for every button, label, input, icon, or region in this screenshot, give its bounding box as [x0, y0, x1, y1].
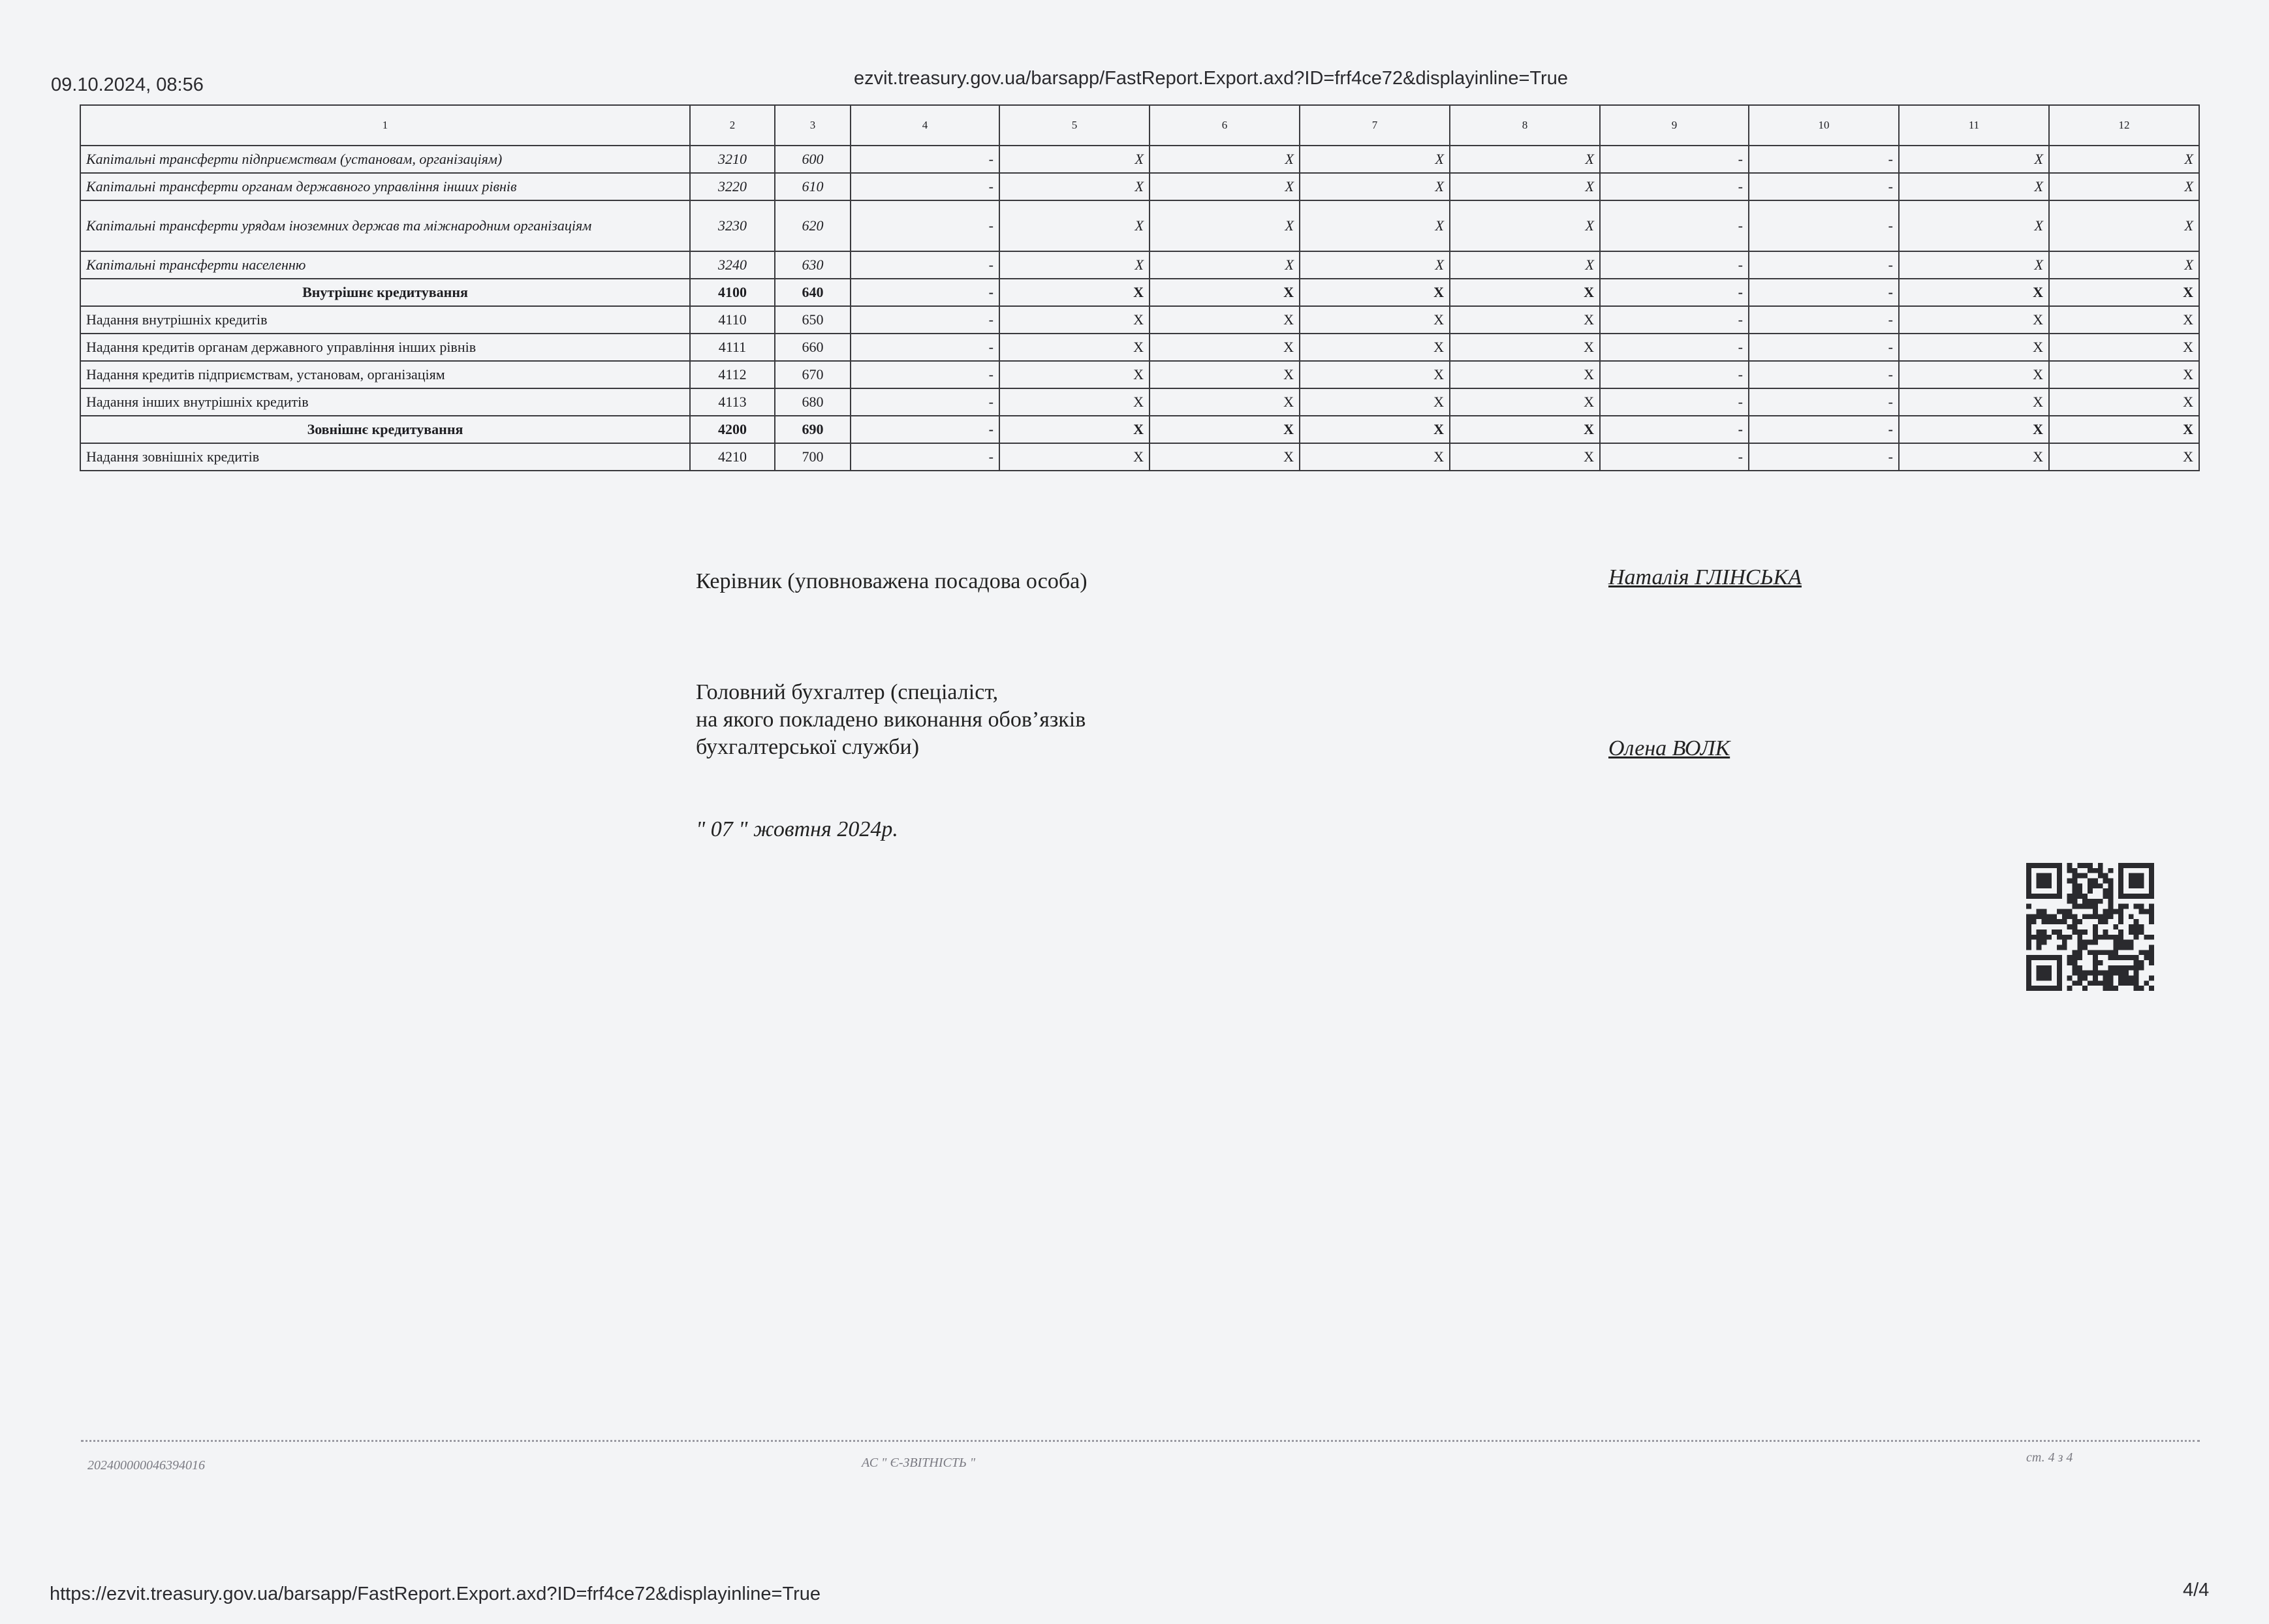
table-row	[80, 173, 2199, 200]
row-cell: X	[1300, 251, 1450, 279]
row-cell: X	[999, 279, 1150, 306]
row-code: 4111	[690, 334, 775, 361]
row-cell: X	[1150, 173, 1300, 200]
row-name: Надання зовнішніх кредитів	[80, 443, 690, 471]
column-number-8: 8	[1450, 105, 1600, 146]
table-row	[80, 443, 2199, 471]
column-number-7: 7	[1300, 105, 1450, 146]
row-cell: -	[1749, 200, 1899, 251]
print-url-header: ezvit.treasury.gov.ua/barsapp/FastReport.Export.axd?ID=frf4ce72&displayinline=True	[854, 68, 1568, 89]
row-cell: X	[1450, 443, 1600, 471]
row-line-code: 640	[775, 279, 851, 306]
row-cell: X	[999, 146, 1150, 173]
row-line-code: 700	[775, 443, 851, 471]
row-code: 4210	[690, 443, 775, 471]
row-cell: -	[851, 443, 999, 471]
row-cell: -	[851, 361, 999, 388]
row-name: Капітальні трансферти підприємствам (установам, організаціям)	[80, 146, 690, 173]
column-number-11: 11	[1899, 105, 2049, 146]
row-cell: X	[1450, 279, 1600, 306]
row-cell: X	[1150, 251, 1300, 279]
row-cell: X	[1899, 173, 2049, 200]
row-name: Капітальні трансферти органам державного управління інших рівнів	[80, 173, 690, 200]
table-row	[80, 306, 2199, 334]
row-line-code: 610	[775, 173, 851, 200]
row-cell: -	[851, 388, 999, 416]
row-cell: -	[1600, 443, 1749, 471]
table-row	[80, 361, 2199, 388]
row-cell: X	[999, 200, 1150, 251]
row-cell: X	[2049, 361, 2199, 388]
row-cell: X	[1300, 306, 1450, 334]
row-cell: X	[999, 306, 1150, 334]
table-row	[80, 146, 2199, 173]
row-cell: -	[1749, 173, 1899, 200]
row-cell: X	[1300, 443, 1450, 471]
print-page-number: 4/4	[2183, 1580, 2210, 1601]
table-row	[80, 334, 2199, 361]
row-line-code: 680	[775, 388, 851, 416]
row-cell: X	[1150, 279, 1300, 306]
row-cell: -	[1749, 146, 1899, 173]
row-cell: -	[1600, 173, 1749, 200]
row-cell: X	[1450, 416, 1600, 443]
row-cell: -	[851, 416, 999, 443]
row-line-code: 670	[775, 361, 851, 388]
row-cell: X	[999, 173, 1150, 200]
row-cell: X	[2049, 306, 2199, 334]
row-cell: X	[1450, 173, 1600, 200]
row-cell: -	[1749, 361, 1899, 388]
document-id: 202400000046394016	[87, 1458, 205, 1473]
row-cell: X	[1150, 334, 1300, 361]
row-cell: -	[851, 200, 999, 251]
row-cell: -	[851, 251, 999, 279]
row-cell: X	[1899, 388, 2049, 416]
table-row	[80, 200, 2199, 251]
row-cell: X	[1300, 146, 1450, 173]
row-cell: -	[1600, 388, 1749, 416]
row-cell: X	[1450, 251, 1600, 279]
row-cell: -	[851, 173, 999, 200]
row-cell: X	[1899, 416, 2049, 443]
column-number-2: 2	[690, 105, 775, 146]
column-number-12: 12	[2049, 105, 2199, 146]
table-row	[80, 388, 2199, 416]
row-cell: -	[1749, 306, 1899, 334]
row-cell: X	[999, 251, 1150, 279]
row-cell: X	[1300, 361, 1450, 388]
row-name: Зовнішнє кредитування	[80, 416, 690, 443]
table-body	[80, 146, 2199, 471]
row-cell: X	[1300, 416, 1450, 443]
row-cell: -	[851, 306, 999, 334]
row-cell: X	[1899, 279, 2049, 306]
row-line-code: 650	[775, 306, 851, 334]
row-cell: -	[851, 334, 999, 361]
row-cell: X	[2049, 388, 2199, 416]
row-code: 4110	[690, 306, 775, 334]
row-cell: X	[1300, 173, 1450, 200]
row-cell: X	[2049, 279, 2199, 306]
row-name: Надання кредитів органам державного управління інших рівнів	[80, 334, 690, 361]
row-cell: X	[1150, 443, 1300, 471]
row-code: 3240	[690, 251, 775, 279]
table-row	[80, 279, 2199, 306]
column-number-4: 4	[851, 105, 999, 146]
row-cell: -	[851, 146, 999, 173]
row-cell: -	[1600, 251, 1749, 279]
manager-name: Наталія ГЛІНСЬКА	[1608, 565, 1802, 589]
row-cell: X	[999, 416, 1150, 443]
page-of-pages: ст. 4 з 4	[2026, 1450, 2073, 1465]
signing-date: " 07 " жовтня 2024р.	[696, 817, 898, 841]
row-cell: X	[1150, 361, 1300, 388]
system-name: АС " Є-ЗВІТНІСТЬ "	[862, 1456, 976, 1470]
column-number-row	[80, 105, 2199, 146]
row-name: Надання кредитів підприємствам, установам, організаціям	[80, 361, 690, 388]
row-cell: X	[1450, 306, 1600, 334]
column-number-6: 6	[1150, 105, 1300, 146]
row-cell: X	[1300, 334, 1450, 361]
row-cell: -	[1749, 279, 1899, 306]
column-number-3: 3	[775, 105, 851, 146]
row-cell: X	[999, 361, 1150, 388]
row-line-code: 690	[775, 416, 851, 443]
row-line-code: 630	[775, 251, 851, 279]
row-code: 4100	[690, 279, 775, 306]
row-cell: X	[1899, 146, 2049, 173]
row-name: Внутрішнє кредитування	[80, 279, 690, 306]
print-date: 09.10.2024, 08:56	[51, 74, 204, 95]
row-cell: -	[851, 279, 999, 306]
row-line-code: 660	[775, 334, 851, 361]
row-cell: -	[1600, 200, 1749, 251]
row-code: 4112	[690, 361, 775, 388]
accountant-label-line-1: Головний бухгалтер (спеціаліст,	[696, 680, 999, 704]
row-cell: -	[1600, 306, 1749, 334]
row-cell: X	[1450, 146, 1600, 173]
row-code: 4113	[690, 388, 775, 416]
row-cell: X	[1300, 200, 1450, 251]
column-number-10: 10	[1749, 105, 1899, 146]
qr-code-icon	[2026, 863, 2154, 991]
row-cell: X	[2049, 443, 2199, 471]
row-cell: X	[2049, 200, 2199, 251]
accountant-name: Олена ВОЛК	[1608, 736, 1730, 760]
row-cell: X	[1450, 334, 1600, 361]
row-code: 3230	[690, 200, 775, 251]
row-cell: X	[2049, 416, 2199, 443]
row-cell: X	[1150, 388, 1300, 416]
row-cell: X	[2049, 146, 2199, 173]
row-cell: X	[999, 334, 1150, 361]
print-url-footer: https://ezvit.treasury.gov.ua/barsapp/FastReport.Export.axd?ID=frf4ce72&displayinline=True	[50, 1584, 821, 1604]
row-cell: X	[2049, 173, 2199, 200]
row-code: 3210	[690, 146, 775, 173]
row-cell: X	[1300, 388, 1450, 416]
row-cell: X	[1899, 443, 2049, 471]
row-line-code: 620	[775, 200, 851, 251]
row-cell: X	[999, 388, 1150, 416]
row-cell: -	[1749, 334, 1899, 361]
footer-divider	[81, 1440, 2200, 1442]
row-cell: -	[1749, 443, 1899, 471]
row-cell: -	[1600, 279, 1749, 306]
row-name: Капітальні трансферти населенню	[80, 251, 690, 279]
row-cell: -	[1600, 146, 1749, 173]
table-row	[80, 416, 2199, 443]
row-cell: X	[1150, 306, 1300, 334]
column-number-9: 9	[1600, 105, 1749, 146]
row-code: 4200	[690, 416, 775, 443]
row-name: Надання інших внутрішніх кредитів	[80, 388, 690, 416]
row-cell: -	[1749, 388, 1899, 416]
row-cell: -	[1749, 251, 1899, 279]
column-number-1: 1	[80, 105, 690, 146]
row-name: Капітальні трансферти урядам іноземних держав та міжнародним організаціям	[80, 200, 690, 251]
row-cell: X	[1150, 200, 1300, 251]
row-code: 3220	[690, 173, 775, 200]
report-table	[80, 104, 2200, 471]
accountant-label-line-2: на якого покладено виконання обов’язків	[696, 708, 1086, 732]
row-cell: -	[1749, 416, 1899, 443]
row-line-code: 600	[775, 146, 851, 173]
row-cell: X	[1450, 388, 1600, 416]
row-cell: X	[1150, 416, 1300, 443]
accountant-label-line-3: бухгалтерської служби)	[696, 735, 920, 759]
row-cell: X	[1899, 306, 2049, 334]
row-cell: X	[1899, 361, 2049, 388]
row-cell: X	[1899, 334, 2049, 361]
row-cell: -	[1600, 416, 1749, 443]
row-cell: X	[2049, 251, 2199, 279]
row-cell: X	[1150, 146, 1300, 173]
row-cell: X	[2049, 334, 2199, 361]
row-cell: -	[1600, 334, 1749, 361]
row-cell: X	[1300, 279, 1450, 306]
column-number-5: 5	[999, 105, 1150, 146]
row-cell: X	[1899, 251, 2049, 279]
table-row	[80, 251, 2199, 279]
row-cell: X	[1450, 200, 1600, 251]
row-cell: X	[1899, 200, 2049, 251]
row-cell: -	[1600, 361, 1749, 388]
row-name: Надання внутрішніх кредитів	[80, 306, 690, 334]
row-cell: X	[1450, 361, 1600, 388]
manager-label: Керівник (уповноважена посадова особа)	[696, 569, 1088, 593]
row-cell: X	[999, 443, 1150, 471]
